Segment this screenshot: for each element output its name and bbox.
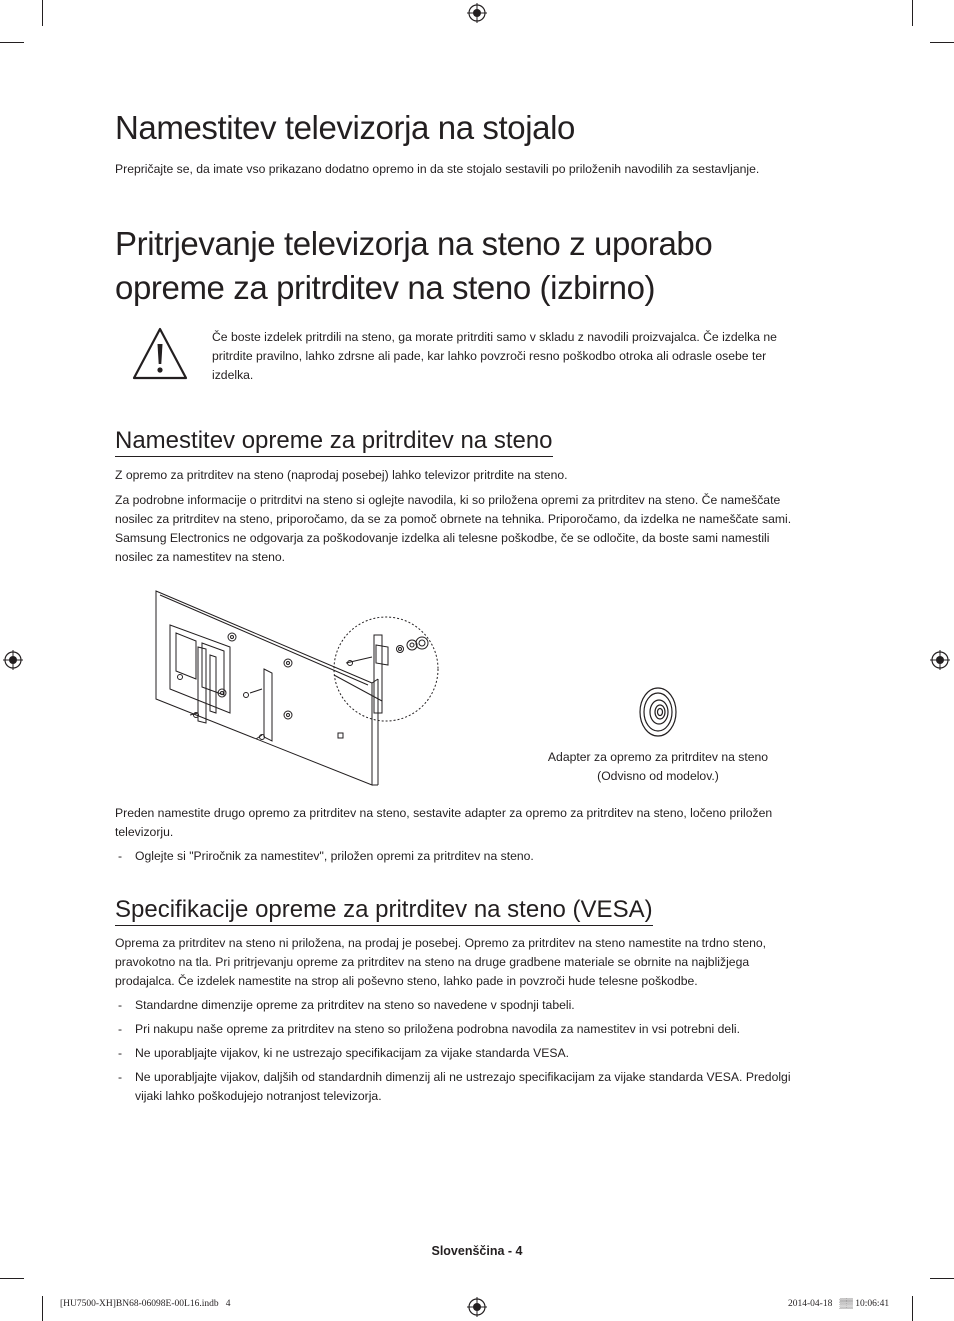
- warning-triangle-icon: [131, 326, 189, 381]
- warning-text: [212, 328, 852, 385]
- page-title-wall-line1: Pritrjevanje televizorja na steno z uporabo: [115, 225, 713, 262]
- adapter-caption: [520, 748, 796, 786]
- section-install: [115, 428, 553, 457]
- intro-stand-text: Prepričajte se, da imate vso prikazano dodatno opremo in da ste stojalo sestavili po priloženih navodilih za sestavljanje.: [115, 162, 760, 176]
- crop-mark: [42, 1296, 43, 1321]
- vesa-bullet-line: Ne uporabljajte vijakov, daljših od standardnih dimenzij ali ne ustrezajo specifikacijam za vijake standarda VESA. Predolgi: [135, 1070, 791, 1084]
- section-vesa: [115, 897, 653, 926]
- page-number: Slovenščina - 4: [431, 1244, 523, 1258]
- wall-mount-adapter-icon: [638, 686, 678, 738]
- install-para2: [115, 491, 855, 567]
- tv-wall-mount-illustration: [150, 585, 445, 790]
- crop-mark: [930, 1278, 954, 1279]
- bullet-dash: -: [118, 1022, 123, 1036]
- install-para2-line: Za podrobne informacije o pritrditvi na steno si oglejte navodila, ki so priložena opremi za pritrditev na steno. Če nameščate: [115, 493, 781, 507]
- install-para3-line: televizorju.: [115, 825, 174, 839]
- page-title-stand: Namestitev televizorja na stojalo: [115, 109, 576, 146]
- vesa-para-line: prodajalca. Če izdelek namestite na strop ali poševno steno, lahko pade in povzroči hude telesne poškodbe.: [115, 974, 698, 988]
- bullet-dash: -: [118, 998, 123, 1012]
- warning-line: pritrdite pravilno, lahko zdrsne ali pade, kar lahko povzroči resno poškodbo otroka ali odrasle osebe ter: [212, 349, 767, 363]
- bullet-dash: -: [118, 849, 123, 863]
- vesa-bullet-text: Pri nakupu naše opreme za pritrditev na steno so priložena podrobna navodila za namestitev in vsi potrebni deli.: [135, 1022, 740, 1036]
- install-para1: Z opremo za pritrditev na steno (naprodaj posebej) lahko televizor pritrdite na steno.: [115, 468, 568, 482]
- crop-mark: [42, 0, 43, 26]
- vesa-para-line: pravokotno na tla. Pri pritrjevanju opreme za pritrditev na steno na druge gradbene materiale se obrnite na najbližjega: [115, 955, 750, 969]
- vesa-para-line: Oprema za pritrditev na steno ni priložena, na prodaj je posebej. Opremo za pritrditev na steno namestite na trdno steno,: [115, 936, 767, 950]
- vesa-bullet-line: vijaki lahko poškodujejo notranjost televizorja.: [135, 1089, 382, 1103]
- vesa-bullet: [118, 1020, 865, 1039]
- print-slug-left: [HU7500-XH]BN68-06098E-00L16.indb 4: [60, 1299, 231, 1309]
- crop-mark: [912, 0, 913, 26]
- registration-mark-icon: [3, 650, 23, 670]
- crop-mark: [930, 42, 954, 43]
- vesa-bullet-text: Ne uporabljajte vijakov, ki ne ustrezajo specifikacijam za vijake standarda VESA.: [135, 1046, 569, 1060]
- install-para3-line: Preden namestite drugo opremo za pritrditev na steno, sestavite adapter za opremo za pritrditev na steno, ločeno priložen: [115, 806, 773, 820]
- crop-mark: [0, 1278, 24, 1279]
- section-install-heading: Namestitev opreme za pritrditev na steno: [115, 428, 553, 457]
- adapter-caption-line1: Adapter za opremo za pritrditev na steno: [547, 750, 769, 764]
- vesa-bullet: [118, 1044, 865, 1063]
- vesa-bullet: [118, 996, 865, 1015]
- adapter-caption-line2: (Odvisno od modelov.): [597, 769, 719, 783]
- crop-mark: [912, 1296, 913, 1321]
- warning-line: Če boste izdelek pritrdili na steno, ga morate pritrditi samo v skladu z navodili proizvajalca. Če izdelka ne: [212, 330, 777, 344]
- bullet-dash: -: [118, 1070, 123, 1084]
- page-title-wall-line2: opreme za pritrditev na steno (izbirno): [115, 269, 656, 306]
- vesa-para: [115, 934, 855, 991]
- registration-mark-icon: [467, 3, 487, 23]
- registration-mark-icon: [467, 1297, 487, 1317]
- vesa-bullet-text: Standardne dimenzije opreme za pritrditev na steno so navedene v spodnji tabeli.: [135, 998, 575, 1012]
- install-para2-line: nosilec za pritrditev na steno, priporočamo, da se za pomoč obrnete na tehnika. Priporočamo, da izdelka ne nameščate sami.: [115, 512, 792, 526]
- crop-mark: [0, 42, 24, 43]
- install-bullet: [118, 847, 865, 866]
- install-bullet-text: Oglejte si "Priročnik za namestitev", priložen opremi za pritrditev na steno.: [135, 849, 534, 863]
- section-vesa-heading: Specifikacije opreme za pritrditev na steno (VESA): [115, 897, 653, 926]
- bullet-dash: -: [118, 1046, 123, 1060]
- print-slug-right: 2014-04-18 ▒▒ 10:06:41: [788, 1299, 890, 1309]
- install-para2-line: nosilec za namestitev na steno.: [115, 550, 286, 564]
- warning-line: izdelka.: [212, 368, 254, 382]
- vesa-bullet: [118, 1068, 865, 1106]
- registration-mark-icon: [930, 650, 950, 670]
- install-para2-line: Samsung Electronics ne odgovarja za poškodovanje izdelka ali telesne poškodbe, če se odločite, da boste sami namestili: [115, 531, 770, 545]
- install-para3: [115, 804, 855, 842]
